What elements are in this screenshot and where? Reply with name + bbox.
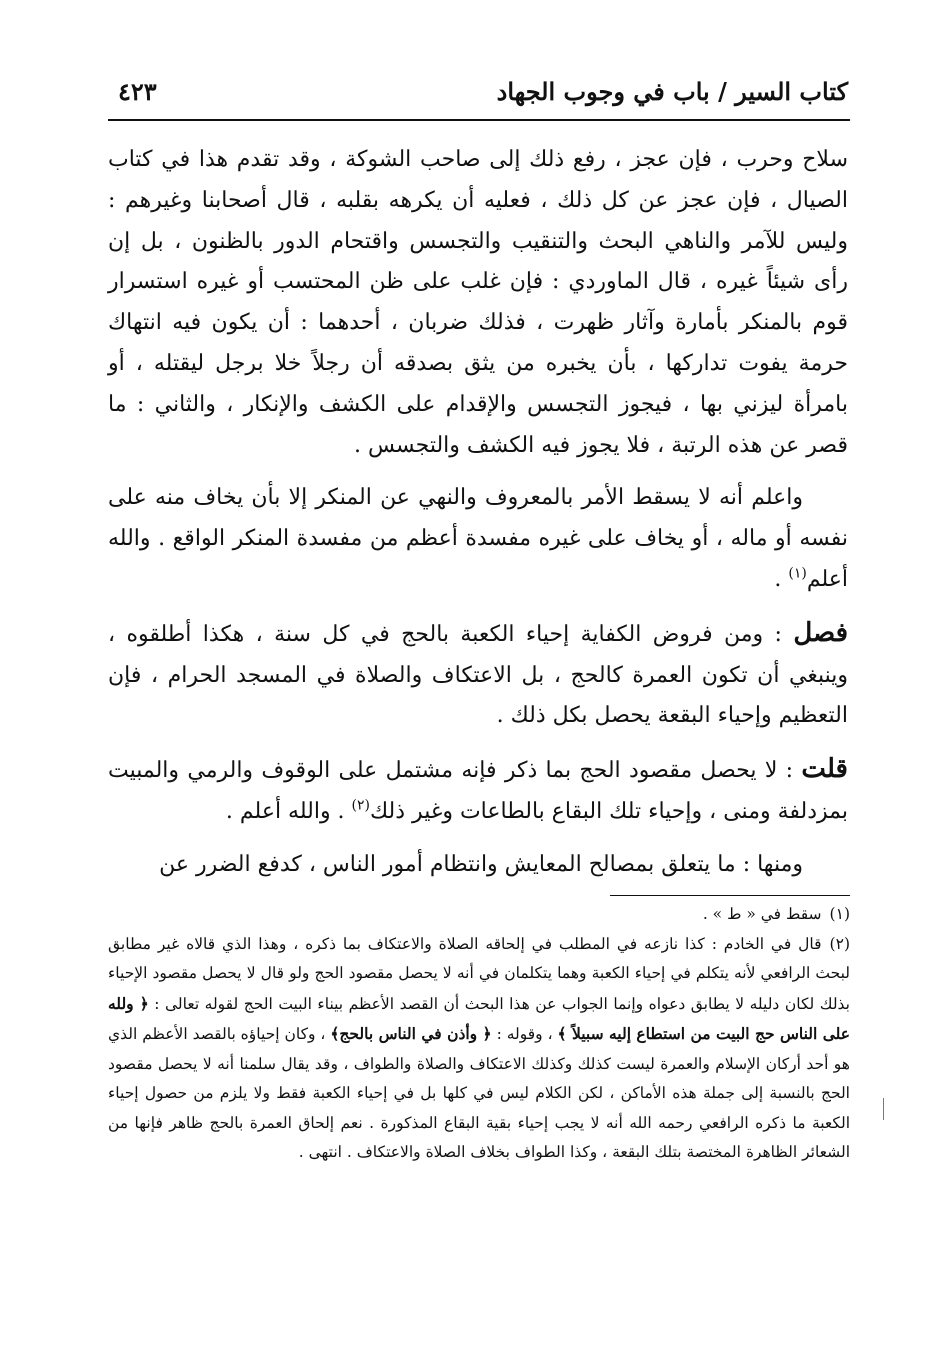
margin-mark [883, 1098, 884, 1120]
footnote-ref-1: (١) [788, 565, 807, 582]
quran-quote-1: ﴿ ولله على الناس حج البيت من استطاع إليه سبيلاً ﴾ [108, 993, 851, 1043]
footnote-2-text-b: ، وقوله : [491, 1025, 558, 1043]
footnote-2-text-a: قال في الخادم : كذا نازعه في المطلب في إلحاقه الصلاة والاعتكاف بما ذكره ، وهذا الذي قالاه غير مطابق لبحث الرافعي لأنه يتكلم في إحياء الكعبة وهما يتكلمان في أنه لا يحصل مقصود الحج ولو قال لا يحصل مقصود الإحياء بذلك لكان دليله لا يطابق دعواه وإنما الجواب عن هذا البحث أن القصد الأعظم بيناء البيت الحج لقوله تعالى : [108, 934, 850, 1013]
paragraph-1: سلاح وحرب ، فإن عجز ، رفع ذلك إلى صاحب الشوكة ، وقد تقدم هذا في كتاب الصيال ، فإن عجز عن كل ذلك ، فعليه أن يكرهه بقلبه ، قال أصحابنا وغيرهم : وليس للآمر والناهي البحث والتنقيب والتجسس واقتحام الدور بالظنون ، بل إن رأى شيئاً غيره ، قال الماوردي : فإن غلب على ظن المحتسب أو غيره استسرار قوم بالمنكر بأمارة وآثار ظهرت ، فذلك ضربان ، أحدهما : أن يكون فيه انتهاك حرمة يفوت تداركها ، بأن يخبره من يثق بصدقه أن رجلاً خلا برجل ليقتله ، أو بامرأة ليزني بها ، فيجوز التجسس والإقدام على الكشف والإنكار ، والثاني : ما قصر عن هذه الرتبة ، فلا يجوز فيه الكشف والتجسس . [108, 147, 848, 458]
page-header [108, 70, 848, 114]
quran-quote-2: ﴿ وأذن في الناس بالحج﴾ [330, 1024, 492, 1043]
page-number: ٤٢٣ [118, 77, 157, 106]
footnote-1 [108, 900, 850, 930]
paragraph-3 [108, 613, 848, 737]
section-lead-fasl: فصل [793, 617, 848, 648]
footnote-1-text: سقط في « ط » . [702, 905, 822, 923]
paragraph-2 [108, 478, 848, 600]
footnote-rule [610, 895, 850, 896]
paragraph-4-end: . والله أعلم . [225, 798, 352, 824]
paragraph-2-text: واعلم أنه لا يسقط الأمر بالمعروف والنهي عن المنكر إلا بأن يخاف منه على نفسه أو ماله ، أو يخاف على غيره مفسدة أعظم من مفسدة المنكر الواقع . والله أعلم [108, 485, 848, 592]
main-text [108, 140, 848, 898]
header-rule [108, 119, 850, 121]
footnote-ref-2: (٢) [351, 797, 371, 814]
footnote-2-number: (٢) [829, 934, 850, 953]
footnotes [108, 900, 850, 1168]
paragraph-4 [108, 749, 848, 833]
footnote-2 [108, 930, 850, 1168]
section-lead-qultu: قلت [801, 754, 848, 785]
paragraph-2-end: . [774, 566, 789, 592]
footnote-1-number: (١) [829, 905, 850, 923]
paragraph-4-text: : لا يحصل مقصود الحج بما ذكر فإنه مشتمل على الوقوف والرمي والمبيت بمزدلفة ومنى ، وإحياء تلك البقاع بالطاعات وغير ذلك [108, 758, 848, 824]
paragraph-3-text: : ومن فروض الكفاية إحياء الكعبة بالحج في كل سنة ، هكذا أطلقوه ، وينبغي أن تكون العمرة كالحج ، بل الاعتكاف والصلاة في المسجد الحرام ، فإن التعظيم وإحياء البقعة يحصل بكل ذلك . [108, 621, 848, 729]
paragraph-5: ومنها : ما يتعلق بمصالح المعايش وانتظام أمور الناس ، كدفع الضرر عن [159, 851, 803, 877]
running-head: كتاب السير / باب في وجوب الجهاد [496, 77, 848, 106]
footnote-2-text-c: ، وكان إحياؤه بالقصد الأعظم الذي هو أحد أركان الإسلام والعمرة ليست كذلك وكذلك الاعتكاف والصلاة والطواف ، وقد يقال سلمنا أنه لا يحصل مقصود الحج بالنسبة إلى جملة هذه الأماكن ، لكن الكلام ليس في كلها بل في إحياء الكعبة فقط ولا يلزم من حصول إحياء الكعبة ما ذكره الرافعي رحمه الله أنه لا يجب إحياء بقية البقاع المذكورة . نعم إلحاق العمرة بالحج ظاهر فإنها من الشعائر الظاهرة المختصة بتلك البقعة ، وكذا الطواف بخلاف الصلاة والاعتكاف . انتهى . [108, 1025, 850, 1161]
